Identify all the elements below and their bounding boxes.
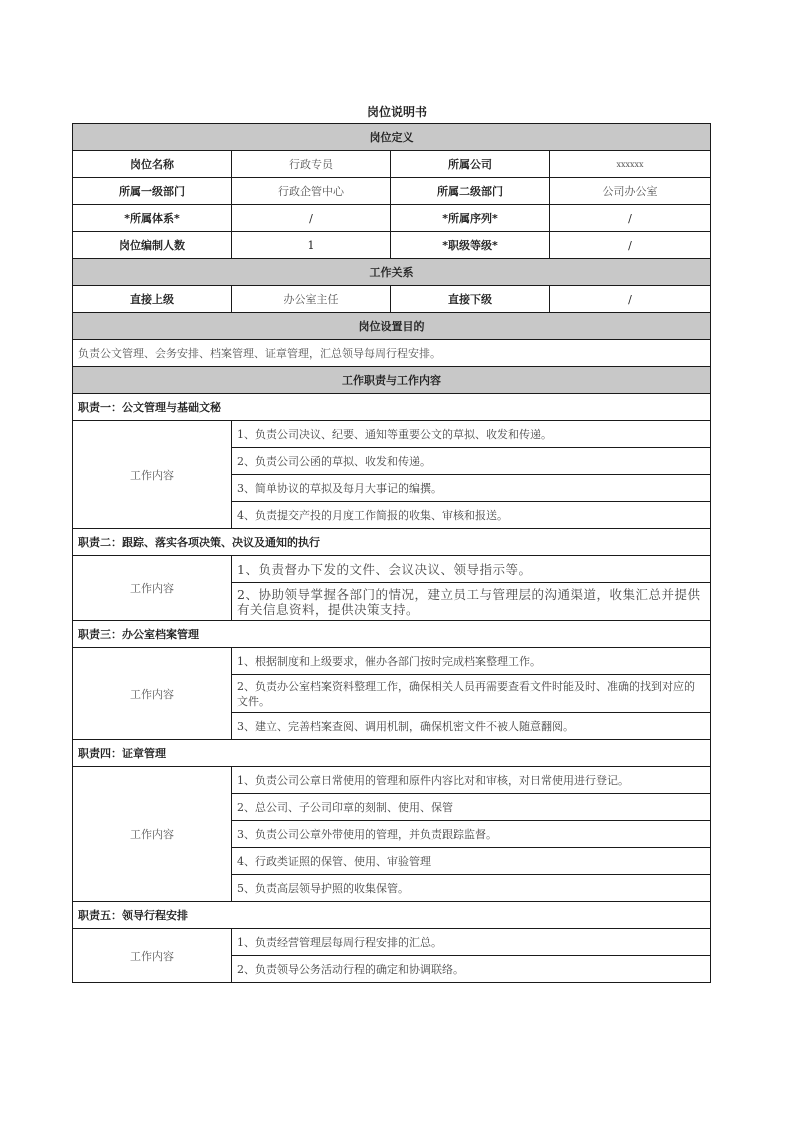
subordinate-value: / [550, 286, 711, 313]
duty-item: 1、负责督办下发的文件、会议决议、领导指示等。 [232, 556, 711, 583]
duty-item: 1、根据制度和上级要求，催办各部门按时完成档案整理工作。 [232, 648, 711, 675]
duty-item: 1、负责公司决议、纪要、通知等重要公文的草拟、收发和传递。 [232, 421, 711, 448]
sequence-label: *所属序列* [391, 205, 550, 232]
company-label: 所属公司 [391, 151, 550, 178]
duty-item: 4、负责提交产投的月度工作简报的收集、审核和报送。 [232, 502, 711, 529]
duty-title: 职责一：公文管理与基础文秘 [73, 394, 711, 421]
superior-value: 办公室主任 [232, 286, 391, 313]
purpose-text: 负责公文管理、会务安排、档案管理、证章管理，汇总领导每周行程安排。 [73, 340, 711, 367]
work-content-label: 工作内容 [73, 421, 232, 529]
work-content-label: 工作内容 [73, 556, 232, 621]
position-name-value: 行政专员 [232, 151, 391, 178]
dept1-value: 行政企管中心 [232, 178, 391, 205]
duty-item: 2、总公司、子公司印章的刻制、使用、保管 [232, 794, 711, 821]
work-content-label: 工作内容 [73, 648, 232, 740]
duty-item: 1、负责经营管理层每周行程安排的汇总。 [232, 929, 711, 956]
job-description-table [72, 123, 711, 983]
duty-item: 3、负责公司公章外带使用的管理，并负责跟踪监督。 [232, 821, 711, 848]
duty-title: 职责三：办公室档案管理 [73, 621, 711, 648]
system-label: *所属体系* [73, 205, 232, 232]
subordinate-label: 直接下级 [391, 286, 550, 313]
section-header-purpose: 岗位设置目的 [73, 313, 711, 340]
superior-label: 直接上级 [73, 286, 232, 313]
section-header-relations: 工作关系 [73, 259, 711, 286]
duty-item: 2、负责办公室档案资料整理工作，确保相关人员再需要查看文件时能及时、准确的找到对应的文件。 [232, 675, 711, 713]
sequence-value: / [550, 205, 711, 232]
duty-item: 1、负责公司公章日常使用的管理和原件内容比对和审核，对日常使用进行登记。 [232, 767, 711, 794]
work-content-label: 工作内容 [73, 767, 232, 902]
duty-item: 4、行政类证照的保管、使用、审验管理 [232, 848, 711, 875]
grade-value: / [550, 232, 711, 259]
duty-item: 3、建立、完善档案查阅、调用机制，确保机密文件不被人随意翻阅。 [232, 713, 711, 740]
duty-title: 职责四：证章管理 [73, 740, 711, 767]
duty-item: 2、负责领导公务活动行程的确定和协调联络。 [232, 956, 711, 983]
dept2-label: 所属二级部门 [391, 178, 550, 205]
section-header-duties: 工作职责与工作内容 [73, 367, 711, 394]
duty-item: 3、简单协议的草拟及每月大事记的编撰。 [232, 475, 711, 502]
company-value: xxxxxx [550, 151, 711, 178]
headcount-value: 1 [232, 232, 391, 259]
section-header-definition: 岗位定义 [73, 124, 711, 151]
duty-title: 职责五：领导行程安排 [73, 902, 711, 929]
duty-item: 2、协助领导掌握各部门的情况，建立员工与管理层的沟通渠道，收集汇总并提供有关信息资料，提供决策支持。 [232, 583, 711, 621]
duty-item: 5、负责高层领导护照的收集保管。 [232, 875, 711, 902]
position-name-label: 岗位名称 [73, 151, 232, 178]
headcount-label: 岗位编制人数 [73, 232, 232, 259]
dept1-label: 所属一级部门 [73, 178, 232, 205]
document-title: 岗位说明书 [366, 105, 427, 119]
duty-item: 2、负责公司公函的草拟、收发和传递。 [232, 448, 711, 475]
work-content-label: 工作内容 [73, 929, 232, 983]
system-value: / [232, 205, 391, 232]
grade-label: *职级等级* [391, 232, 550, 259]
dept2-value: 公司办公室 [550, 178, 711, 205]
duty-title: 职责二：跟踪、落实各项决策、决议及通知的执行 [73, 529, 711, 556]
